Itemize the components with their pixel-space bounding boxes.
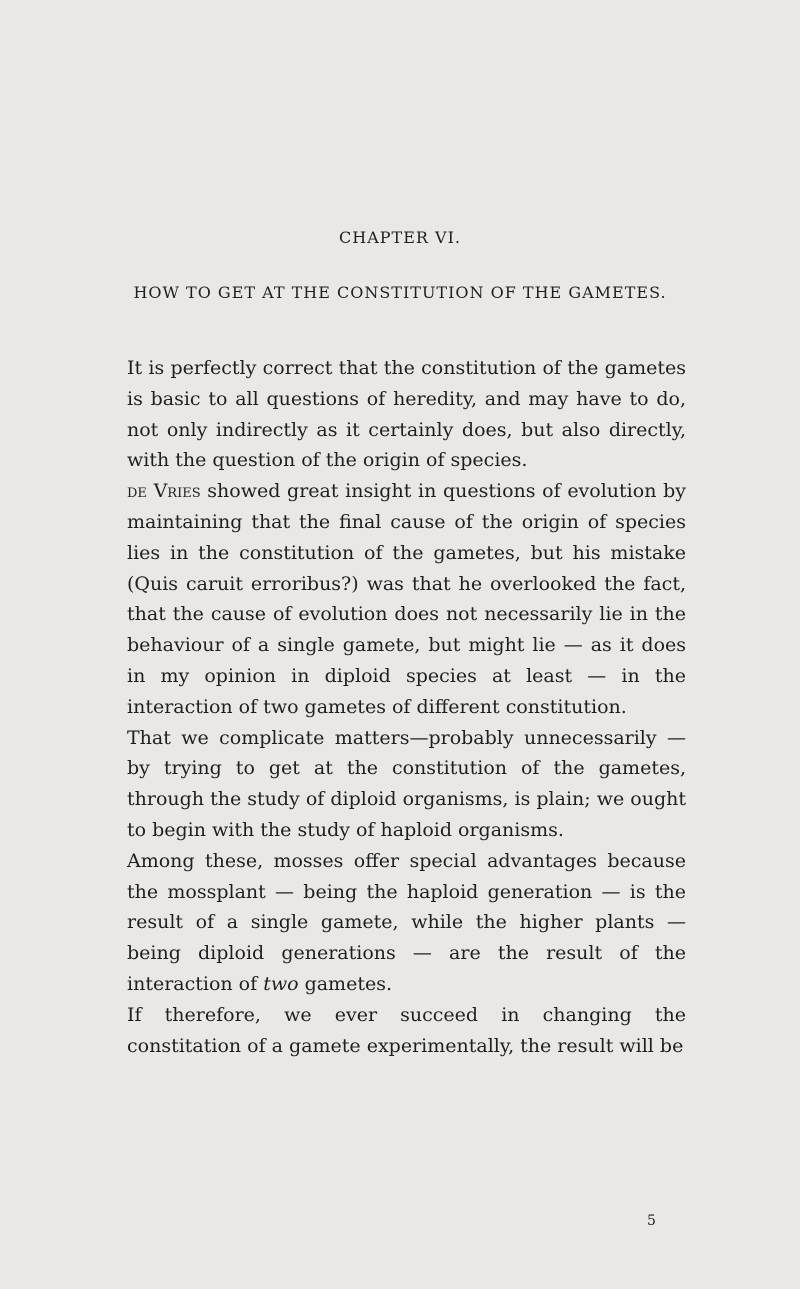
author-name: de Vries xyxy=(127,480,201,503)
paragraph-4 xyxy=(127,846,686,1000)
body-text xyxy=(127,353,686,1061)
page-number: 5 xyxy=(647,1213,656,1229)
chapter-title: HOW TO GET AT THE CONSTITUTION OF THE GAMETES. xyxy=(133,283,667,302)
paragraph-5: If therefore, we ever succeed in changing the constitation of a gamete experimentally, the result will be xyxy=(127,1003,686,1057)
paragraph-2 xyxy=(127,476,686,722)
paragraph-4-text-end: gametes. xyxy=(298,972,392,995)
chapter-label: CHAPTER VI. xyxy=(339,228,461,247)
paragraph-4-text-start: Among these, mosses offer special advantages because the mossplant — being the haploid generation — is the result of a single gamete, while the higher plants — being diploid generations — are the result of the interaction of xyxy=(127,849,686,995)
paragraph-4-emphasis: two xyxy=(263,972,299,995)
paragraph-1: It is perfectly correct that the constitution of the gametes is basic to all questions of heredity, and may have to do, not only indirectly as it certainly does, but also directly, with the question of the origin of species. xyxy=(127,357,686,472)
paragraph-3: That we complicate matters—probably unnecessarily — by trying to get at the constitution of the gametes, through the study of diploid organisms, is plain; we ought to begin with the study of haploid organisms. xyxy=(127,726,686,841)
paragraph-2-text: showed great insight in questions of evolution by maintaining that the final cause of the origin of species lies in the constitution of the gametes, but his mistake (Quis caruit erroribus?) was that he overlooked the fact, that the cause of evolution does not necessarily lie in the behaviour of a single gamete, but might lie — as it does in my opinion in diploid species at least — in the interaction of two gametes of different constitution. xyxy=(127,480,686,718)
